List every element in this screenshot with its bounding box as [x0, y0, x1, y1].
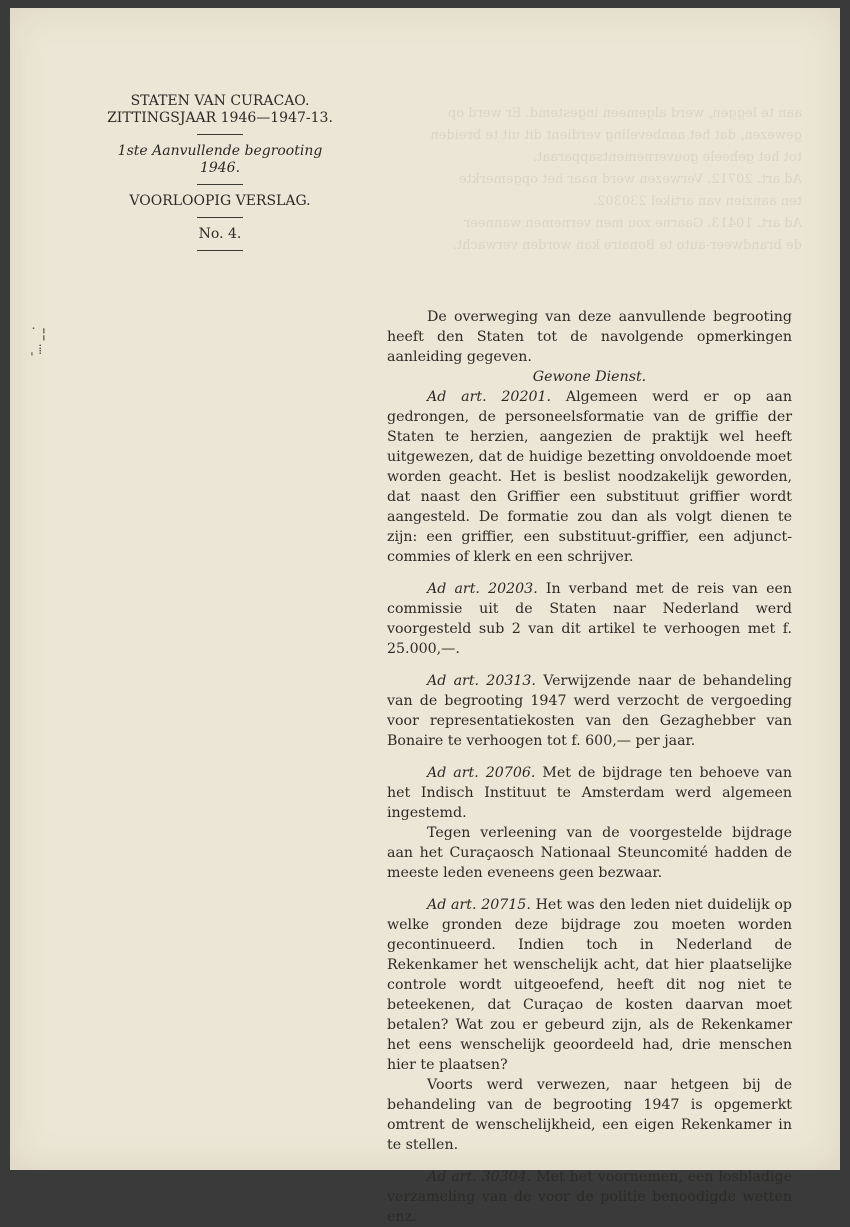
document-body [387, 307, 792, 1227]
section-heading: Gewone Dienst. [532, 369, 647, 385]
header-report: VOORLOOPIG VERSLAG. [129, 193, 311, 209]
article-continuation: Voorts werd verwezen, naar hetgeen bij de behandeling van de begrooting 1947 is opgemerkt omtrent de wenschelijkheid, een eigen Rekenkamer in te stellen. [387, 1077, 792, 1153]
article-continuation: Tegen verleening van de voorgestelde bijdrage aan het Curaçaosch Nationaal Steuncomité hadden de meeste leden eveneens geen bezwaar. [387, 825, 792, 881]
article-reference: Ad art. 20313. [427, 673, 536, 689]
article-paragraph [387, 579, 792, 659]
header-rule [197, 134, 243, 135]
article-reference: Ad art. 20706. [427, 765, 536, 781]
article-paragraph [387, 895, 792, 1075]
article-text: Het was den leden niet duidelijk op welke gronden deze bijdrage zou moeten worden gecontinueerd. Indien toch in Nederland de Rekenkamer het wenschelijk acht, dat hier plaatselijke controle wordt uitgeoefend, heeft dit nog niet te beteekenen, dat Curaçao de kosten daarvan moet betalen? Wat zou er gebeurd zijn, als de Rekenkamer het eens wenschelijk geoordeeld had, drie menschen hier te plaatsen? [387, 897, 793, 1073]
article-reference: Ad art. 30304. [427, 1169, 532, 1185]
header-title: STATEN VAN CURACAO. [130, 93, 310, 109]
article-text: In verband met de reis van een commissie uit de Staten naar Nederland werd voorgesteld sub 2 van dit artikel te verhoogen met f. 25.000,—. [387, 581, 792, 657]
header-number: No. 4. [198, 226, 242, 242]
article-reference: Ad art. 20201. [427, 389, 552, 405]
document-page [10, 8, 840, 1225]
article-paragraph [387, 763, 792, 823]
article-paragraph [387, 387, 792, 567]
document-header [100, 93, 340, 259]
article-text: Algemeen werd er op aan gedrongen, de personeelsformatie van de griffie der Staten te herzien, aangezien de praktijk wel heeft uitgewezen, dat de huidige bezetting onvoldoende moet worden geacht. Het is beslist noodzakelijk geworden, dat naast den Griffier een substituut griffier wordt aangesteld. De formatie zou dan als volgt dienen te zijn: een griffier, een substituut-griffier, een adjunct-commies of klerk en een schrijver. [387, 389, 792, 565]
show-through-text: aan te leggen, werd algemeen ingestemd. Er werd op gewezen, dat het aanbeveling verdient dit uit te breiden tot het geheele gouvernementsapparaat. Ad art. 20712. Verwezen werd naar het opgemerkte ten aanzien van artikel 230302. Ad art. 10413. Gaarne zou men vernemen wanneer de brandweer-auto te Bonaire kan worden verwacht. [430, 106, 802, 253]
article-text: Verwijzende naar de behandeling van de begrooting 1947 werd verzocht de vergoeding voor representatiekosten van den Gezaghebber van Bonaire te verhoogen tot f. 600,— per jaar. [387, 673, 792, 749]
header-rule [197, 250, 243, 251]
header-rule [197, 184, 243, 185]
margin-marks: ˙ ¦ ˌ ⁞ [30, 326, 47, 358]
header-rule [197, 217, 243, 218]
header-session: ZITTINGSJAAR 1946—1947-13. [107, 110, 333, 126]
article-reference: Ad art. 20203. [427, 581, 538, 597]
article-paragraph [387, 671, 792, 751]
article-paragraph [387, 1167, 792, 1227]
intro-paragraph: De overweging van deze aanvullende begrooting heeft den Staten tot de navolgende opmerkingen aanleiding gegeven. [387, 309, 792, 365]
article-text: Met de bijdrage ten behoeve van het Indisch Instituut te Amsterdam werd algemeen ingestemd. [387, 765, 792, 821]
header-subtitle: 1ste Aanvullende begrooting 1946. [117, 143, 323, 176]
article-reference: Ad art. 20715. [427, 897, 531, 913]
article-text: Met het voornemen, een losbladige verzameling van de voor de politie benoodigde wetten enz. [387, 1169, 792, 1225]
